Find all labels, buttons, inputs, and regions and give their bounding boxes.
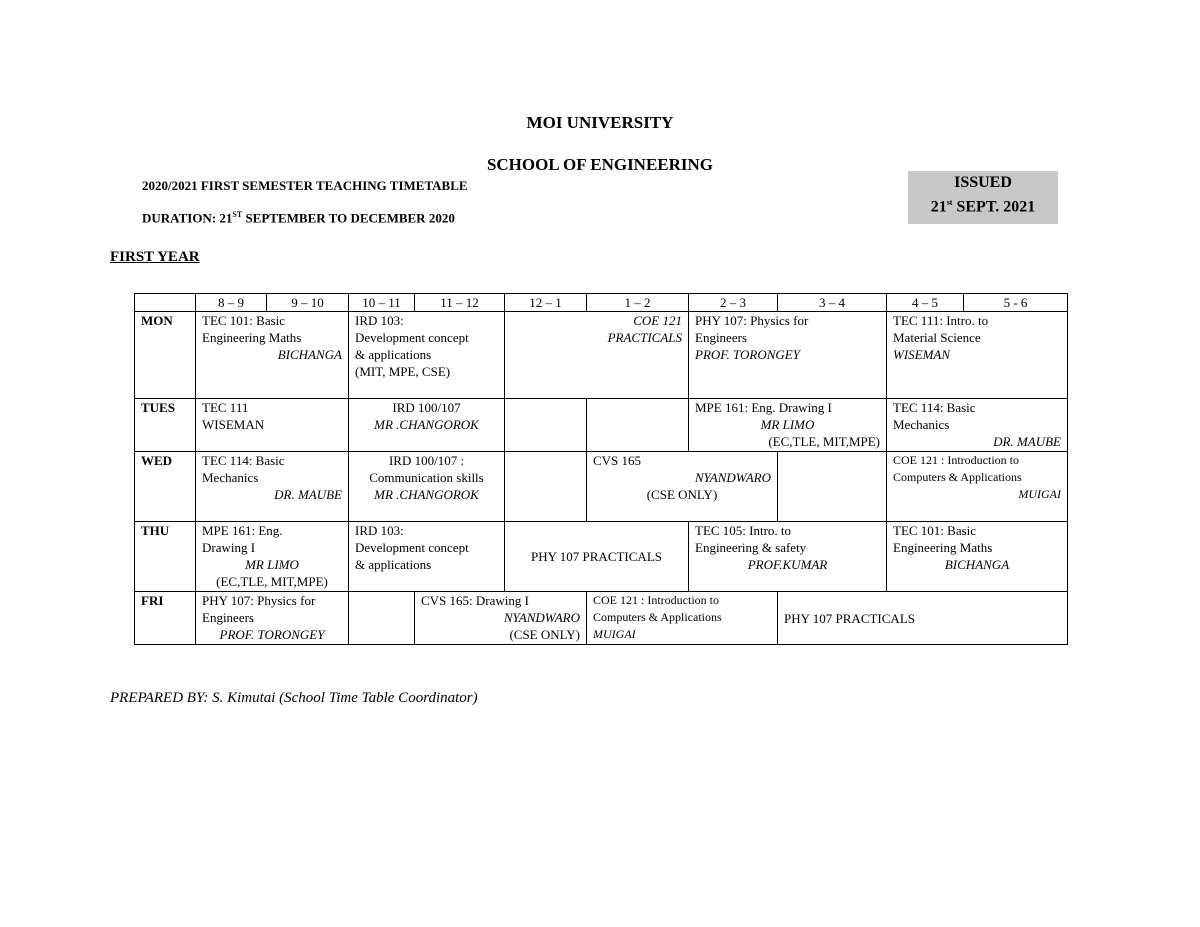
school-title: SCHOOL OF ENGINEERING [486,155,714,174]
class-cell: CVS 165: Drawing I NYANDWARO (CSE ONLY) [415,592,587,645]
class-cell: CVS 165 NYANDWARO (CSE ONLY) [587,452,778,522]
corner-cell [135,294,196,312]
time-slot: 2 – 3 [689,294,778,312]
time-slot: 9 – 10 [267,294,349,312]
class-cell: TEC 111 WISEMAN [196,399,349,452]
class-cell: MPE 161: Eng. Drawing I MR LIMO (EC,TLE, MIT,MPE) [196,522,349,592]
class-cell: COE 121 : Introduction to Computers & Applications MUIGAI [887,452,1068,522]
empty-cell [349,592,415,645]
time-slot: 4 – 5 [887,294,964,312]
class-cell: TEC 101: Basic Engineering Maths BICHANGA [887,522,1068,592]
class-cell: PHY 107 PRACTICALS [778,592,1068,645]
class-cell: MPE 161: Eng. Drawing I MR LIMO (EC,TLE, MIT,MPE) [689,399,887,452]
class-cell: PHY 107: Physics for Engineers PROF. TORONGEY [196,592,349,645]
issued-badge [908,171,1058,224]
class-cell: TEC 114: Basic Mechanics DR. MAUBE [887,399,1068,452]
prepared-by: PREPARED BY: S. Kimutai (School Time Table Coordinator) [110,690,478,706]
time-header-row [135,294,1068,312]
empty-cell [505,452,587,522]
issued-label: ISSUED [954,174,1012,191]
empty-cell [778,452,887,522]
day-label: TUES [135,399,196,452]
empty-cell [587,399,689,452]
class-cell: IRD 100/107 MR .CHANGOROK [349,399,505,452]
class-cell: IRD 103: Development concept & applications (MIT, MPE, CSE) [349,312,505,399]
issued-date: 21st SEPT. 2021 [930,198,1036,216]
class-cell: IRD 100/107 : Communication skills MR .CHANGOROK [349,452,505,522]
row-tuesday [135,399,1068,452]
timetable [134,293,1068,645]
class-cell: IRD 103: Development concept & applications [349,522,505,592]
row-friday [135,592,1068,645]
time-slot: 8 – 9 [196,294,267,312]
row-monday [135,312,1068,399]
class-cell: TEC 105: Intro. to Engineering & safety PROF.KUMAR [689,522,887,592]
time-slot: 10 – 11 [349,294,415,312]
class-cell: TEC 111: Intro. to Material Science WISEMAN [887,312,1068,399]
timetable-title: 2020/2021 FIRST SEMESTER TEACHING TIMETABLE [142,178,468,193]
empty-cell [505,399,587,452]
class-cell: COE 121 : Introduction to Computers & Applications MUIGAI [587,592,778,645]
day-label: THU [135,522,196,592]
class-cell: PHY 107 PRACTICALS [505,522,689,592]
class-cell: TEC 101: Basic Engineering Maths BICHANGA [196,312,349,399]
duration-line: DURATION: 21ST SEPTEMBER TO DECEMBER 2020 [142,210,455,226]
row-wednesday [135,452,1068,522]
university-title: MOI UNIVERSITY [526,113,674,132]
class-cell: TEC 114: Basic Mechanics DR. MAUBE [196,452,349,522]
time-slot: 11 – 12 [415,294,505,312]
time-slot: 12 – 1 [505,294,587,312]
day-label: WED [135,452,196,522]
year-label: FIRST YEAR [110,249,200,265]
time-slot: 3 – 4 [778,294,887,312]
row-thursday [135,522,1068,592]
class-cell: PHY 107: Physics for Engineers PROF. TORONGEY [689,312,887,399]
time-slot: 1 – 2 [587,294,689,312]
time-slot: 5 - 6 [964,294,1068,312]
day-label: FRI [135,592,196,645]
day-label: MON [135,312,196,399]
class-cell: COE 121 PRACTICALS [505,312,689,399]
